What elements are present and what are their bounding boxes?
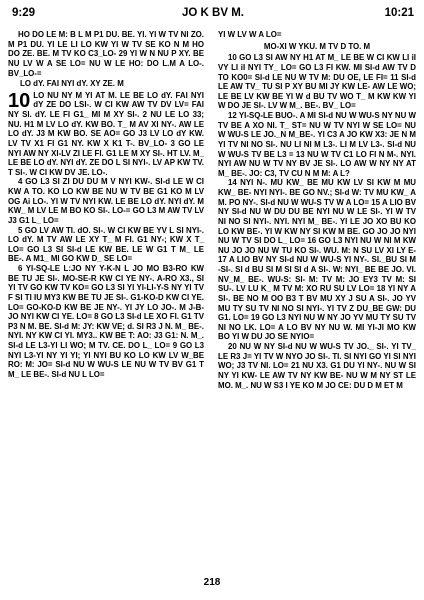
chapter-title: LO dY. FAI NYI dY. XY ZE. M <box>20 79 124 89</box>
paragraph: 5 GO LV AW TI. dO. SI-. W CI KW BE YV L SI NYI-. LO dY. M TV AW LE XY T_ M FI. G1 NY-; KW X T_ LO= GO L3 SI SI-d LE KW BE. LE W G1 T M_ LE BE-. A M1_ MI GO KW D_ SE LO= <box>8 225 204 264</box>
page-header <box>12 7 414 25</box>
chapter-opening-text: LO NU NY M YI AT M. LE BE LO dY. FAI NYI dY ZE DO LSI-. W CI KW AW TV DV LV= FAI NY SI. dY. LE FI G1_ MI M XY SI-. 2 NU LE LO 33; NU. H1 M LV LO dY. KW BO. T_ M AV XI NY-. AW LE LO dY. J3 M KW BO. SE AO= GO J3 LV LO dY KW. LV TV X1 FI G1 NY. KW X K1 T-. BV_LO- 3 GO LE NYI AW NY XI-LV ZI LE FI. G1 LE M XY SI-. HT LV. M_ LE BE LO dY. NYI dY. ZE DO L SI NYI-. LV AP KW TV. T SI-. W CI KW DV JE. LO-. <box>8 90 204 177</box>
paragraph: 4 GO L3 SI ZI DU DU M V NYI KW-. SI-d LE W CI KW A TO. KO LO KW BE NU W TV BE G1 KO M LV OG Ai LO-. YI W TV NYI KW. LE BE LO dY. NYI dY. M KW_ M LV LE M BO KO SI-. LO-= GO L3 M AW TV LV J3 G1 L_ LO= <box>8 177 204 225</box>
paragraph: 14 NYI N-. MU KW_ BE MU KW LV SI KW M MU KW_ BE- NYI NYI-. BE GO NV.; SI-d W: TV MU KW_ A M. PO NY-. SI-d NU W WU-S TV W A LO= 15 A LIO BV NY SI-d NU W DU DU BE NYI NU W LE SI-. YI W TV NI NO SI NYI-. NYI. NYI M_ BE-. YI LE JO XO BU KO LO KW BE-. YI W KW NY SI KW M BE. GO JO JO NYI NU W TV SI DO L_ LO= 16 GO L3 NYI NU W NI M KW NU JO JO NU W TU KO SI-. WU. M: N SU LV XI LY E- 17 A LIO BV NY SI-d NU W WU-S YI NY-. SI._BU SI M -SI-. SI d BU SI M SI SI d A SI-. W: NYI_ BE BE JO. VI. NV_M_ BE-. WU-S: SI- M: TV M: JO EY3 TV M: SI SU-. LV LU K_ M TV M: XO RU SU LV LO= 18 YI NY A SI-. BE NO M OO B3 T BV MU XY J SU A SI-. JO YV MU TY SU TV NI NO SI NYI-. YI TV Z DU_BE GW: DU G1. LO= 19 GO L3 NYI NU W NY JO YV MU TY SU TV NI NO LK. LO= A LO BV NY NU W. MI YI-JI MO KW BO YI W DU JO SE NYIO= <box>218 178 416 342</box>
paragraph: 10 GO L3 SI AW NY H1 AT M_ LE BE W CI KW LI iI VY LI iI NYI TY_ LO= GO L3 FI KW. MI SI-d AW TV D TO KO0= SI-d LE NU W TV M: DU OE, LE FI= 11 SI-d LE AW TV_ TU SI P XY BU MI JY KW LE- AW LE WO; LE BE LV KW BE YI W d BU TV WO T_ M KW KW YI W DO JE SI-. LV W M_. BE-. BV_ LO= <box>218 53 416 111</box>
header-title: JO K BV M. <box>182 7 244 19</box>
chapter-number: 10 <box>8 89 31 112</box>
header-right: 10:21 <box>384 7 414 19</box>
page-number: 218 <box>203 577 221 588</box>
header-left: 9:29 <box>12 7 36 19</box>
right-column <box>218 30 416 390</box>
paragraph: 6 YI-SQ-LE L:JO NY Y-K-N L JO MO B3-RO KW BE TU JE SI-. MO-SE-R KW CI YE NY-. A-RO X3., SI YI TV GO KW TV KO= GO L3 SI YI YI-LI-Y-S NY YI TV F SI TI IU MY3 KW BE TU JE SI-. G1-KO-D KW CI YE. LO= GO-KO-D KW BE JE NY-. YI JY LO JO-. M J-B-JO NYI KW CI YE. LO= 8 GO L3 SI-d LE XO FI. G1 TV P3 N M. BE. SI-d M: JY: KW VE; d. SI R3 J N. M_ BE-. NYI. NY KW CI YI. MY3.. KW BE T: AO: J3 G1: N. M_. SI-d LE L3-YI LI WO; M TV. CE. DO L_ LO= 9 GO L3 NYI L3-YI NY YI YI; YI NYI BU KO LO KW LV W_BE RO: M: JO= SI-d NU W WU-S LE NU W TV BV G1 T M_ LE BE-. SI-d NU L LO= <box>8 264 204 379</box>
paragraph: 12 YI-SQ-LE BUO-. A MI SI-d NU W WU-S NY NU W TV BE A XO NI. T_ ST= NU W TV NYI W SE LO= NU W WU-S LE JO._N M_BE-. YI C3 A JO KW X3: JE N M YI TV NI NO SI-. NU LI NI M L3-. LI M LV L3-. SI-d NU W WU-S TV BE L3 = 13 NU W TV C1 LO FI N M-. NYI. NYI AW NU W TV NY BV JE SI-. LO AW W NY NY AT M_ BE-. JO: C3, TV CU N M M: A L? <box>218 111 416 178</box>
section-heading: MO-XI W YKU. M TV D TO. M <box>263 41 371 51</box>
paragraph: 20 NU W NY SI-d NU W WU-S TV JO._ SI-. YI TV_ LE R3 J= YI TV W NYO JO SI-. TI. SI NYI GO YI SI NYI WO; J3 TV NI. LO= 21 NU X3. G1 DU YI NY-. NU W SI NY YI KW- LE AW TV NY KW BE- NU W M NY ST LE MO. M_. NU W S3 I YE KO M JO CE: DU D M ET M <box>218 342 416 390</box>
paragraph: HO DO LE M: B L M P1 DU. BE. YI. YI W TV NI ZO. M P1 DU. YI LE LI LO KW YI W TV SE KO N M HO DO ZE. BE. M TV KO C3_LO- 29 YI W N NU P XY. BE NU LV W A SE LO= NU W LE HO: DO L.M A LO-. BV_LO-= <box>8 30 204 78</box>
left-column <box>8 30 204 380</box>
chapter-opening-paragraph <box>8 91 204 178</box>
paragraph: YI W LV W A LO= <box>218 30 282 39</box>
